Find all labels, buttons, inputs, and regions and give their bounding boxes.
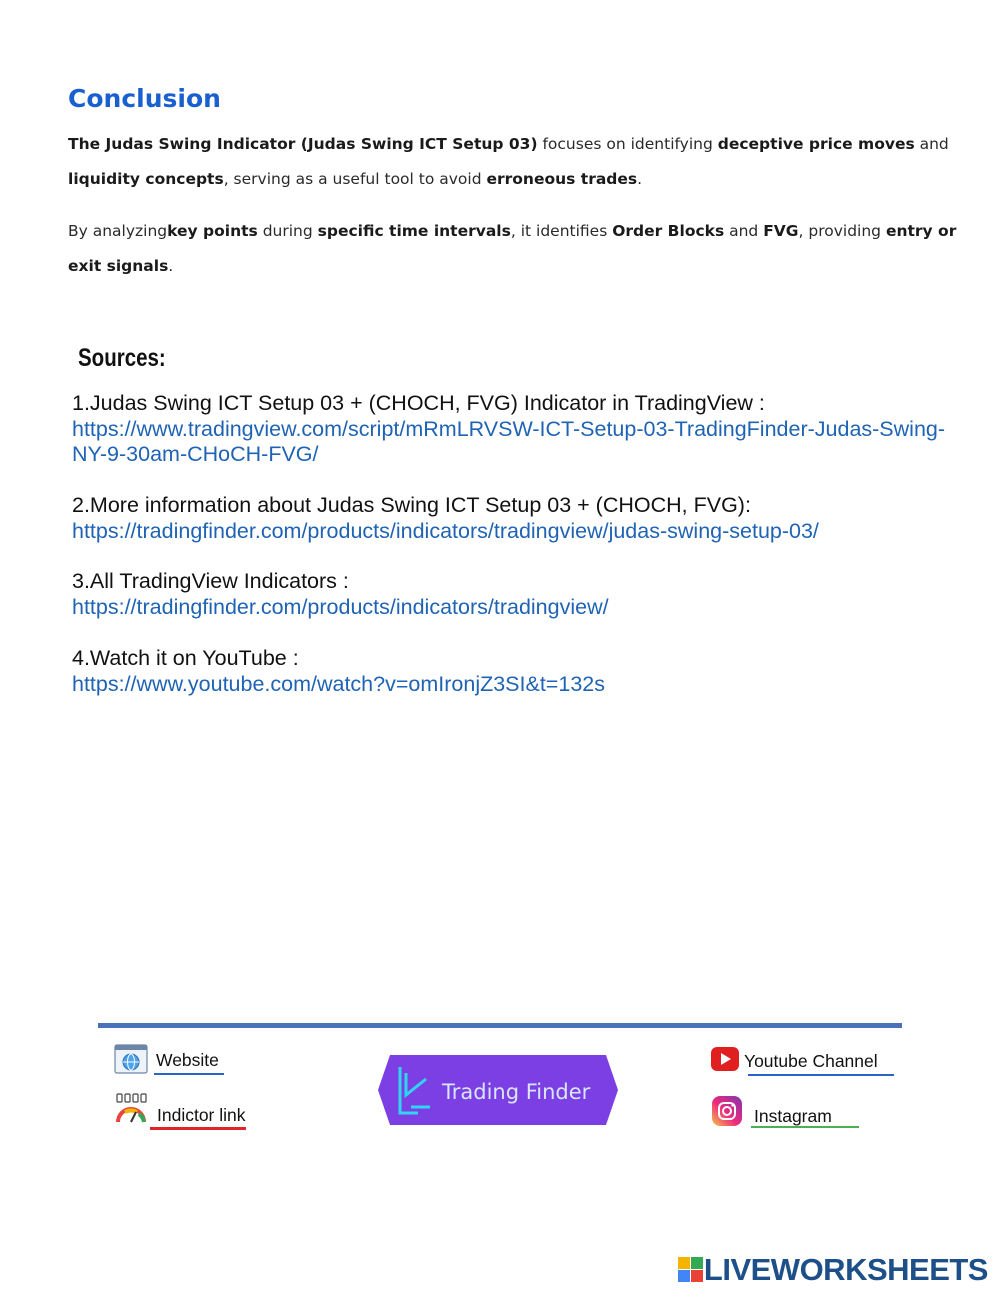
globe-icon bbox=[114, 1044, 148, 1074]
conclusion-paragraph-2 bbox=[68, 214, 958, 284]
source-link[interactable]: https://tradingfinder.com/products/indicators/tradingview/ bbox=[72, 594, 609, 619]
gauge-icon bbox=[114, 1092, 148, 1126]
bold-phrase: Order Blocks bbox=[612, 222, 725, 240]
bold-phrase: entry or exit signals bbox=[68, 222, 957, 275]
liveworksheets-logo-icon bbox=[678, 1257, 704, 1283]
indicator-underline bbox=[150, 1127, 246, 1130]
instagram-underline bbox=[751, 1126, 859, 1128]
text-run: and bbox=[724, 222, 764, 240]
text-run: , providing bbox=[798, 222, 886, 240]
liveworksheets-text: LIVEWORKSHEETS bbox=[703, 1252, 988, 1287]
bold-phrase: specific time intervals bbox=[317, 222, 511, 240]
source-link[interactable]: https://www.tradingview.com/script/mRmLRVSW-ICT-Setup-03-TradingFinder-Judas-Swing-NY-9-30am-CHoCH-FVG/ bbox=[72, 416, 946, 466]
text-run: . bbox=[637, 170, 643, 188]
source-label: 1.Judas Swing ICT Setup 03 + (CHOCH, FVG) Indicator in TradingView : bbox=[72, 391, 765, 415]
source-link[interactable]: https://www.youtube.com/watch?v=omIronjZ3SI&t=132s bbox=[72, 671, 605, 696]
website-link[interactable]: Website bbox=[156, 1050, 219, 1070]
conclusion-paragraph-1 bbox=[68, 127, 958, 197]
liveworksheets-brand bbox=[678, 1252, 988, 1288]
bold-phrase: deceptive price moves bbox=[717, 135, 915, 153]
text-run: , serving as a useful tool to avoid bbox=[223, 170, 487, 188]
instagram-icon bbox=[711, 1095, 743, 1127]
youtube-channel-link[interactable]: Youtube Channel bbox=[744, 1051, 878, 1071]
source-label: 4.Watch it on YouTube : bbox=[72, 646, 299, 670]
youtube-underline bbox=[748, 1074, 894, 1076]
source-item-2 bbox=[72, 493, 952, 544]
text-run: . bbox=[168, 257, 174, 275]
youtube-icon bbox=[710, 1045, 740, 1073]
bold-phrase: erroneous trades bbox=[486, 170, 638, 188]
text-run: , it identifies bbox=[510, 222, 613, 240]
text-run: and bbox=[914, 135, 949, 153]
indicator-link[interactable]: Indictor link bbox=[157, 1105, 246, 1125]
trading-finder-logo[interactable] bbox=[378, 1055, 618, 1125]
footer-divider bbox=[98, 1023, 902, 1028]
conclusion-heading: Conclusion bbox=[68, 84, 221, 113]
website-underline bbox=[154, 1073, 224, 1075]
source-item-1 bbox=[72, 391, 952, 468]
bold-phrase: FVG bbox=[763, 222, 799, 240]
text-run: By analyzing bbox=[68, 222, 168, 240]
instagram-link[interactable]: Instagram bbox=[754, 1106, 832, 1126]
text-run: during bbox=[257, 222, 318, 240]
bold-phrase: key points bbox=[167, 222, 258, 240]
logo-text: Trading Finder bbox=[442, 1080, 591, 1104]
sources-title: Sources: bbox=[78, 344, 166, 372]
source-item-3 bbox=[72, 569, 952, 620]
source-label: 3.All TradingView Indicators : bbox=[72, 569, 349, 593]
source-label: 2.More information about Judas Swing ICT Setup 03 + (CHOCH, FVG): bbox=[72, 493, 751, 517]
text-run: focuses on identifying bbox=[537, 135, 718, 153]
source-item-4 bbox=[72, 646, 952, 697]
bold-phrase: liquidity concepts bbox=[68, 170, 224, 188]
source-link[interactable]: https://tradingfinder.com/products/indicators/tradingview/judas-swing-setup-03/ bbox=[72, 518, 819, 543]
bold-phrase: The Judas Swing Indicator (Judas Swing ICT Setup 03) bbox=[68, 135, 538, 153]
